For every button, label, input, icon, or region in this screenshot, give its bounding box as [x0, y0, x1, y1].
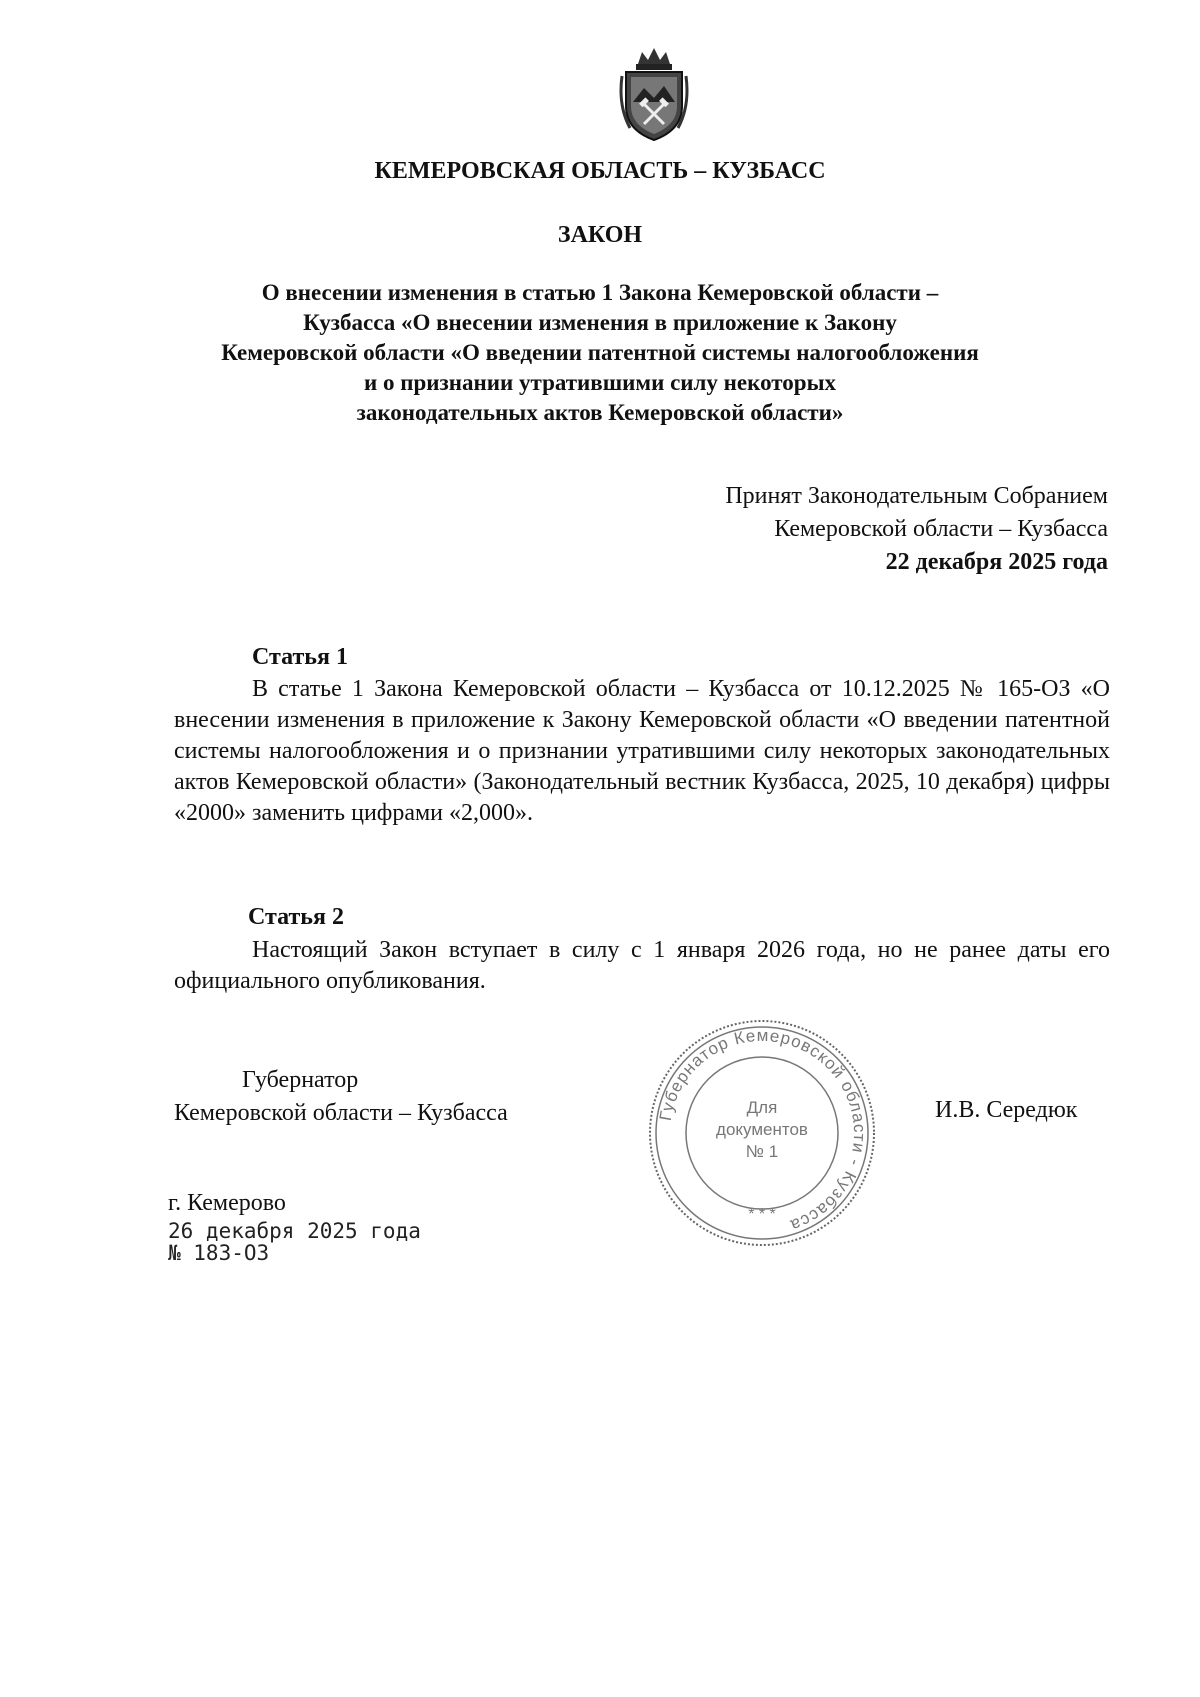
- stamp-center-line: № 1: [745, 1142, 779, 1161]
- stamp-center-line: документов: [716, 1120, 808, 1139]
- law-title-line: Кузбасса «О внесении изменения в приложение к Закону: [303, 310, 897, 335]
- signing-date: 26 декабря 2025 года: [168, 1219, 421, 1243]
- stamp-center-line: Для: [746, 1098, 778, 1117]
- official-seal-stamp: [646, 1017, 878, 1249]
- signatory-name: И.В. Середюк: [935, 1097, 1078, 1123]
- place-of-signing: г. Кемерово: [168, 1190, 286, 1216]
- document-type: ЗАКОН: [557, 222, 643, 248]
- adoption-block: [725, 480, 1108, 579]
- region-name: КЕМЕРОВСКАЯ ОБЛАСТЬ – КУЗБАСС: [374, 158, 826, 184]
- adoption-line: Принят Законодательным Собранием: [725, 483, 1108, 509]
- article-1-text: В статье 1 Закона Кемеровской области – Кузбасса от 10.12.2025 № 165-ОЗ «О внесении изменения в приложение к Закону Кемеровской области «О введении патентной системы налогообложения и о признании утратившими силу некоторых законодательных актов Кемеровской области» (Законодательный вестник Кузбасса, 2025, 10 декабря) цифры «2000» заменить цифрами «2,000».: [174, 676, 1110, 826]
- registration-block: [168, 1220, 421, 1264]
- article-1-heading: Статья 1: [252, 644, 348, 670]
- adoption-date: 22 декабря 2025 года: [885, 549, 1108, 575]
- signatory-title: Губернатор: [242, 1067, 359, 1093]
- signatory-region: Кемеровской области – Кузбасса: [174, 1100, 508, 1126]
- law-title-line: и о признании утратившими силу некоторых: [363, 370, 837, 395]
- article-2-heading: Статья 2: [248, 904, 344, 930]
- adoption-line: Кемеровской области – Кузбасса: [774, 516, 1108, 542]
- law-title-line: О внесении изменения в статью 1 Закона Кемеровской области –: [261, 280, 939, 305]
- stamp-stars: * * *: [748, 1206, 776, 1223]
- law-title-line: Кемеровской области «О введении патентной системы налогообложения: [221, 340, 979, 365]
- coat-of-arms-emblem: [616, 46, 692, 142]
- law-title-line: законодательных актов Кемеровской области»: [356, 400, 844, 425]
- law-number: № 183-ОЗ: [168, 1241, 270, 1265]
- signatory-position: [174, 1064, 508, 1130]
- stamp-ring-text: Губернатор Кемеровской области - Кузбасса: [655, 1025, 870, 1236]
- article-2-text: Настоящий Закон вступает в силу с 1 января 2026 года, но не ранее даты его официального опубликования.: [174, 937, 1110, 994]
- law-title: [150, 278, 1050, 428]
